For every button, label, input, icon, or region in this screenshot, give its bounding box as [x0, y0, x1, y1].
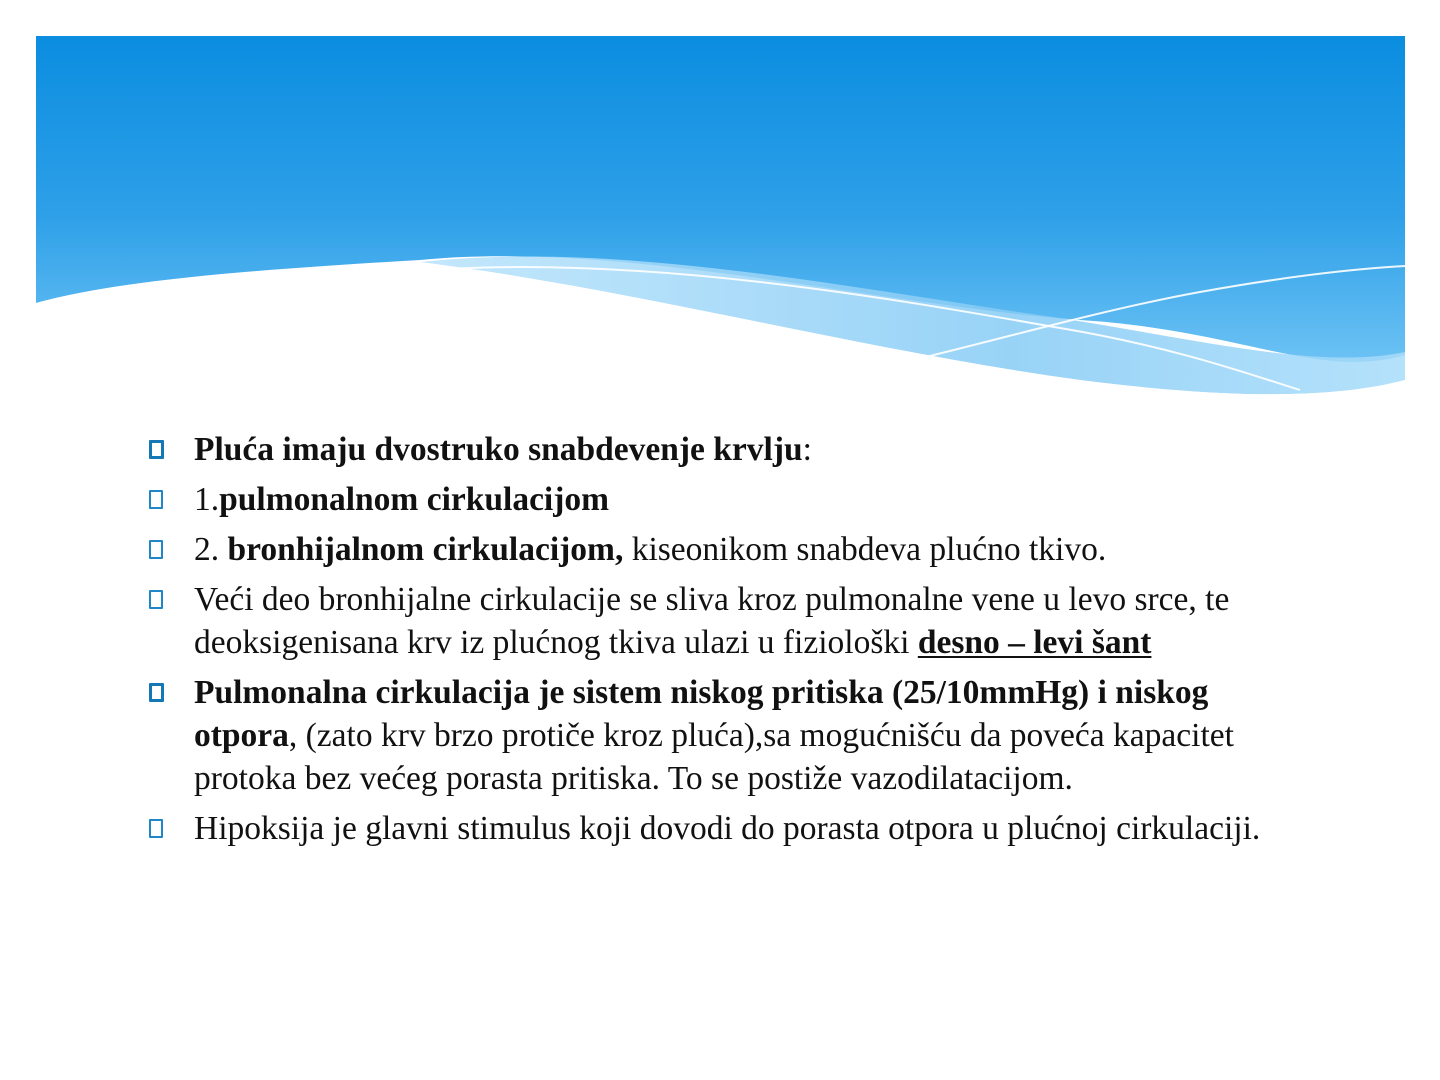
item-prefix: 1.	[194, 481, 220, 518]
item-prefix: 2.	[194, 531, 228, 568]
item-text: kiseonikom snabdeva plućno tkivo.	[623, 531, 1107, 568]
header-wave-banner	[0, 0, 1440, 420]
list-item	[146, 578, 1316, 664]
item-text: , (zato krv brzo protiče kroz pluća),sa mogućnišću da poveća kapacitet protoka bez većeg porasta pritiska. To se postiže vazodilatacijom.	[194, 717, 1234, 797]
list-item	[146, 478, 1316, 521]
list-item	[146, 428, 1316, 471]
square-bullet-icon	[149, 540, 163, 559]
square-bullet-icon	[149, 819, 163, 838]
square-bullet-icon	[149, 440, 164, 459]
item-bold-text: Pulmonalna cirkulacija je sistem niskog pritiska (25/10mmHg) i niskog otpora	[194, 674, 1209, 754]
item-text: Veći deo bronhijalne cirkulacije se sliva kroz pulmonalne vene u levo srce, te deoksigenisana krv iz plućnog tkiva ulazi u fiziološki	[194, 581, 1230, 661]
list-item	[146, 807, 1316, 850]
item-bold-text: pulmonalnom cirkulacijom	[219, 481, 610, 518]
square-bullet-icon	[149, 683, 164, 702]
square-bullet-icon	[149, 590, 163, 609]
list-item	[146, 671, 1316, 800]
item-text: :	[802, 431, 812, 468]
item-text: Hipoksija je glavni stimulus koji dovodi do porasta otpora u plućnoj cirkulaciji.	[194, 810, 1261, 847]
square-bullet-icon	[149, 490, 163, 509]
item-underlined-term: desno – levi šant	[917, 624, 1152, 661]
bullet-list	[146, 428, 1316, 857]
item-bold-text: Pluća imaju dvostruko snabdevenje krvlju	[194, 431, 803, 468]
item-bold-text: bronhijalnom cirkulacijom,	[227, 531, 624, 568]
list-item	[146, 528, 1316, 571]
